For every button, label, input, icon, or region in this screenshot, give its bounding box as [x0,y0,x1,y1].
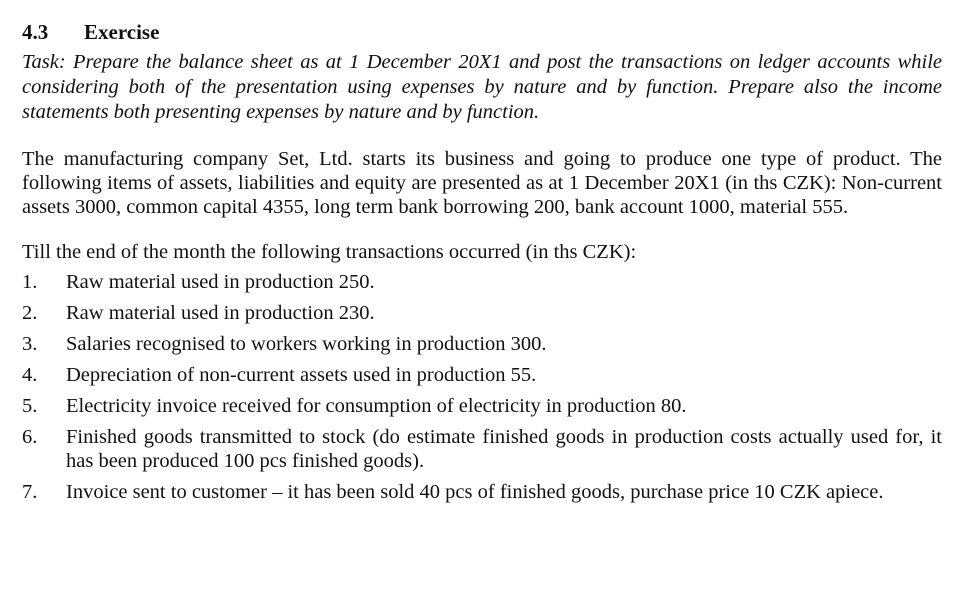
list-item-number: 5. [22,394,38,417]
list-item-text: Electricity invoice received for consumption of electricity in production 80. [66,394,687,417]
list-item [22,480,942,504]
list-item-number: 3. [22,332,38,355]
list-item-text: Finished goods transmitted to stock (do estimate finished goods in production costs actually used for, it has been produced 100 pcs finished goods). [66,425,942,472]
list-item-number: 7. [22,480,38,503]
intro-paragraph: The manufacturing company Set, Ltd. starts its business and going to produce one type of product. The following items of assets, liabilities and equity are presented as at 1 December 20X1 (in ths CZK): Non-current assets 3000, common capital 4355, long term bank borrowing 200, bank account 1000, material 555. [22,148,942,218]
transactions-list [22,270,942,504]
list-item-number: 1. [22,270,38,293]
list-item [22,425,942,473]
list-item [22,301,942,325]
list-item [22,270,942,294]
transactions-intro: Till the end of the month the following transactions occurred (in ths CZK): [22,240,637,263]
section-heading [22,18,942,46]
list-item-text: Depreciation of non-current assets used in production 55. [66,363,537,386]
task-paragraph: Task: Prepare the balance sheet as at 1 December 20X1 and post the transactions on ledger accounts while considering both of the presentation using expenses by nature and by function. Prepare also the income statements both presenting expenses by nature and by function. [22,51,942,123]
list-item-number: 4. [22,363,38,386]
section-title: Exercise [84,20,160,44]
list-item [22,394,942,418]
section-number: 4.3 [22,20,49,44]
list-item-text: Raw material used in production 250. [66,270,375,293]
list-item [22,363,942,387]
list-item-number: 2. [22,301,38,324]
list-item-text: Invoice sent to customer – it has been sold 40 pcs of finished goods, purchase price 10 CZK apiece. [66,480,884,503]
list-item-number: 6. [22,425,38,448]
list-item-text: Raw material used in production 230. [66,301,375,324]
list-item-text: Salaries recognised to workers working in production 300. [66,332,547,355]
list-item [22,332,942,356]
